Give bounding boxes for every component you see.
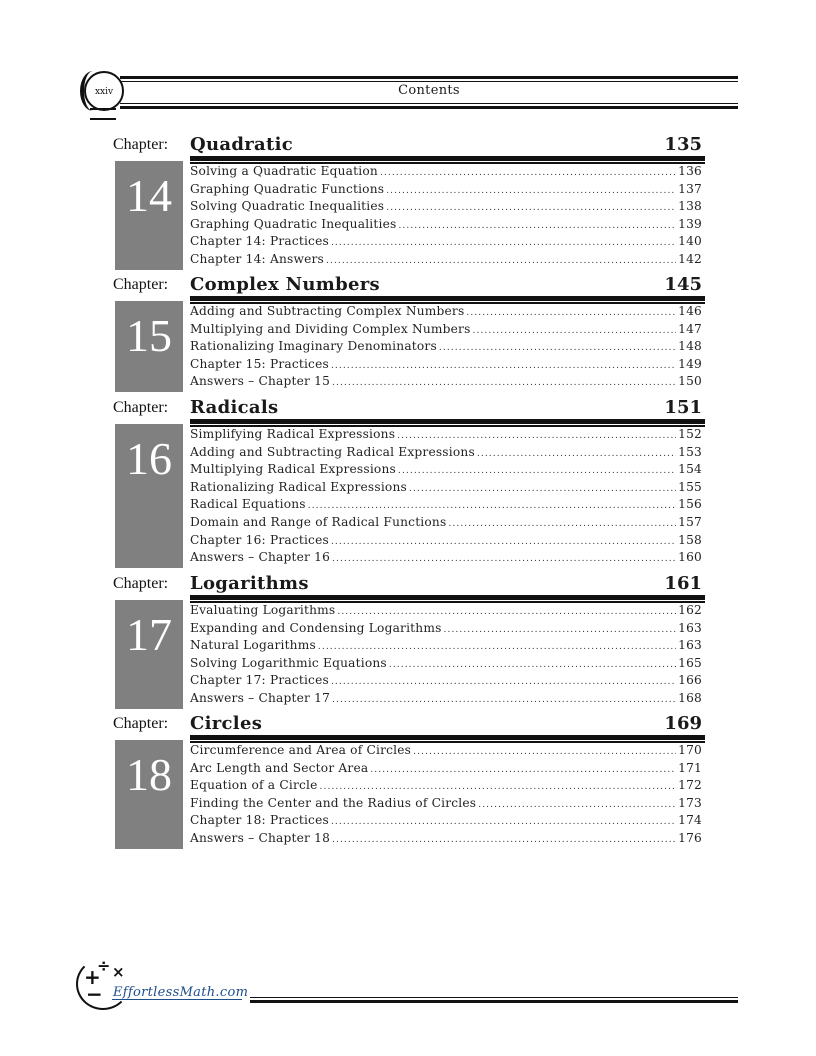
toc-entry-page: 139 [678,216,702,231]
toc-entry-title: Graphing Quadratic Inequalities [190,216,397,231]
toc-entry-title: Simplifying Radical Expressions [190,427,396,441]
header-top-rule [120,76,738,82]
toc-entry[interactable] [190,621,702,639]
chapter-page-number: 151 [664,397,702,418]
toc-entry-title: Adding and Subtracting Complex Numbers [190,304,465,318]
brand-link[interactable]: EffortlessMath.com [113,985,249,1000]
toc-entry-title: Solving Logarithmic Equations [190,655,387,670]
page-footer [76,958,738,1018]
chapter-block-17 [113,573,705,705]
toc-entry-title: Answers – Chapter 15 [190,374,331,389]
toc-entry-page: 146 [678,304,702,318]
math-operators-icon [76,958,130,1010]
toc-entry[interactable] [190,164,702,182]
toc-entry-page: 174 [678,813,702,828]
toc-entry-page: 155 [678,479,702,494]
dot-leader [332,378,676,388]
toc-entry[interactable] [190,796,702,814]
toc-entry-page: 154 [678,462,702,477]
toc-entry-page: 157 [678,514,702,529]
dot-leader [332,695,676,705]
dot-leader [386,186,676,196]
dot-leader [331,677,676,687]
toc-entry-title: Chapter 16: Practices [190,532,329,547]
dot-leader [398,466,676,476]
toc-entry-page: 160 [678,550,702,565]
dot-leader [409,484,676,494]
plus-icon: + [84,965,101,989]
page-header [80,68,738,120]
chapter-prefix: Chapter: [113,715,169,732]
toc-entry-title: Natural Logarithms [190,638,316,653]
chapter-entry-list [190,427,702,568]
chapter-block-16 [113,397,705,565]
toc-entry[interactable] [190,480,702,498]
toc-entry-page: 163 [678,620,702,635]
dot-leader [370,765,676,775]
toc-entry[interactable] [190,445,702,463]
dot-leader [331,361,676,371]
toc-entry-page: 147 [678,321,702,336]
toc-entry-title: Finding the Center and the Radius of Circles [190,795,477,810]
toc-entry[interactable] [190,743,702,761]
toc-entry-title: Multiplying and Dividing Complex Numbers [190,321,471,336]
minus-icon: − [86,982,103,1006]
toc-entry-title: Rationalizing Imaginary Denominators [190,339,437,354]
chapter-rule [190,296,705,304]
toc-entry-title: Domain and Range of Radical Functions [190,514,447,529]
toc-entry-title: Chapter 18: Practices [190,813,329,828]
dot-leader [332,554,676,564]
toc-entry-page: 153 [678,444,702,459]
toc-entry[interactable] [190,533,702,551]
toc-entry-page: 173 [678,795,702,810]
toc-entry-page: 172 [678,778,702,793]
dot-leader [332,835,676,845]
chapter-rule [190,419,705,427]
chapter-rule [190,595,705,603]
chapter-block-18 [113,713,705,845]
chapter-number-box [115,424,183,568]
toc-entry-page: 166 [678,673,702,688]
chapter-prefix: Chapter: [113,399,169,416]
toc-entry-title: Answers – Chapter 16 [190,550,331,565]
dot-leader [320,782,677,792]
dot-leader [389,660,676,670]
chapter-page-number: 169 [664,713,702,734]
toc-entry-title: Equation of a Circle [190,778,318,793]
toc-entry[interactable] [190,778,702,796]
toc-entry-title: Multiplying Radical Expressions [190,462,396,477]
toc-entry-title: Solving a Quadratic Equation [190,164,378,178]
toc-entry-page: 140 [678,234,702,249]
chapter-rule [190,735,705,743]
dot-leader [386,203,676,213]
toc-entry-title: Evaluating Logarithms [190,603,336,617]
dot-leader [380,168,676,178]
toc-entry[interactable] [190,182,702,200]
dot-leader [308,501,676,511]
toc-entry-title: Radical Equations [190,497,306,512]
dot-leader [466,308,676,318]
toc-entry-page: 170 [678,743,702,757]
chapter-prefix: Chapter: [113,276,169,293]
toc-entry[interactable] [190,462,702,480]
chapter-page-number: 135 [664,134,702,155]
toc-entry[interactable] [190,656,702,674]
dot-leader [477,449,676,459]
toc-entry-title: Chapter 14: Answers [190,251,324,266]
toc-entry[interactable] [190,322,702,340]
toc-entry[interactable] [190,515,702,533]
toc-entry-title: Arc Length and Sector Area [190,760,369,775]
chapter-number-box [115,740,183,849]
dot-leader [331,238,676,248]
globe-stand [90,108,116,120]
toc-entry[interactable] [190,374,702,392]
toc-entry-page: 158 [678,532,702,547]
chapter-heading [113,274,705,296]
toc-entry[interactable] [190,199,702,217]
chapter-number: 16 [126,433,172,484]
toc-entry[interactable] [190,217,702,235]
chapter-rule [190,156,705,164]
toc-entry[interactable] [190,813,702,831]
toc-entry-page: 168 [678,690,702,705]
toc-entry-title: Chapter 15: Practices [190,356,329,371]
toc-entry-page: 176 [678,830,702,845]
dot-leader [331,537,676,547]
chapter-entry-list [190,304,702,392]
chapter-entry-list [190,603,702,709]
toc-entry-page: 162 [678,603,702,617]
footer-rule [250,997,738,1003]
toc-entry[interactable] [190,252,702,270]
header-bottom-rule [120,103,738,109]
dot-leader [318,642,676,652]
toc-entry[interactable] [190,304,702,322]
chapter-title[interactable]: Quadratic [190,134,293,155]
brand-underline [112,999,242,1000]
toc-entry-title: Expanding and Condensing Logarithms [190,620,442,635]
chapter-prefix: Chapter: [113,575,169,592]
toc-entry-page: 171 [678,760,702,775]
toc-entry-page: 163 [678,638,702,653]
toc-entry[interactable] [190,550,702,568]
chapter-number-box [115,301,183,392]
times-icon: × [112,963,125,981]
toc-entry[interactable] [190,673,702,691]
chapter-entry-list [190,743,702,849]
toc-entry-title: Rationalizing Radical Expressions [190,479,407,494]
chapter-prefix: Chapter: [113,136,169,153]
toc-entry-page: 150 [678,374,702,389]
toc-entry-page: 137 [678,181,702,196]
chapter-number: 15 [126,310,172,361]
dot-leader [337,607,676,617]
chapter-number: 14 [126,170,172,221]
toc-entry-title: Answers – Chapter 18 [190,830,331,845]
chapter-number-box [115,161,183,270]
divide-icon: ÷ [97,956,111,975]
chapter-heading [113,397,705,419]
dot-leader [473,326,677,336]
chapter-title[interactable]: Radicals [190,397,279,418]
toc-entry-title: Adding and Subtracting Radical Expressions [190,444,475,459]
toc-entry-page: 148 [678,339,702,354]
toc-entry-title: Circumference and Area of Circles [190,743,412,757]
toc-entry[interactable] [190,831,702,849]
toc-entry-page: 165 [678,655,702,670]
chapter-block-15 [113,274,705,389]
dot-leader [444,625,677,635]
toc-entry-title: Solving Quadratic Inequalities [190,199,385,214]
chapter-block-14 [113,134,705,266]
toc-entry-title: Answers – Chapter 17 [190,690,331,705]
chapter-heading [113,573,705,595]
chapter-page-number: 161 [664,573,702,594]
chapter-title[interactable]: Complex Numbers [190,274,380,295]
toc-entry-page: 142 [678,251,702,266]
toc-entry[interactable] [190,638,702,656]
toc-entry-title: Chapter 17: Practices [190,673,329,688]
toc-entry-page: 156 [678,497,702,512]
chapter-title[interactable]: Logarithms [190,573,309,594]
toc-entry[interactable] [190,234,702,252]
dot-leader [448,519,676,529]
dot-leader [331,817,676,827]
toc-entry-page: 136 [678,164,702,178]
toc-entry[interactable] [190,339,702,357]
toc-entry-title: Graphing Quadratic Functions [190,181,385,196]
toc-entry-page: 149 [678,356,702,371]
dot-leader [439,343,676,353]
dot-leader [413,747,676,757]
toc-entry[interactable] [190,497,702,515]
toc-entry-page: 152 [678,427,702,441]
chapter-entry-list [190,164,702,270]
chapter-number-box [115,600,183,709]
dot-leader [398,221,676,231]
page-number: xxiv [94,87,114,97]
toc-entry[interactable] [190,427,702,445]
toc-entry-title: Chapter 14: Practices [190,234,329,249]
toc-entry[interactable] [190,603,702,621]
chapter-number: 18 [126,749,172,800]
chapter-heading [113,134,705,156]
dot-leader [397,431,676,441]
chapter-page-number: 145 [664,274,702,295]
chapter-number: 17 [126,609,172,660]
dot-leader [326,256,676,266]
toc-entry[interactable] [190,357,702,375]
toc-entry[interactable] [190,691,702,709]
dot-leader [478,800,676,810]
header-title: Contents [398,83,460,98]
chapter-title[interactable]: Circles [190,713,263,734]
toc-entry-page: 138 [678,199,702,214]
toc-entry[interactable] [190,761,702,779]
chapter-heading [113,713,705,735]
